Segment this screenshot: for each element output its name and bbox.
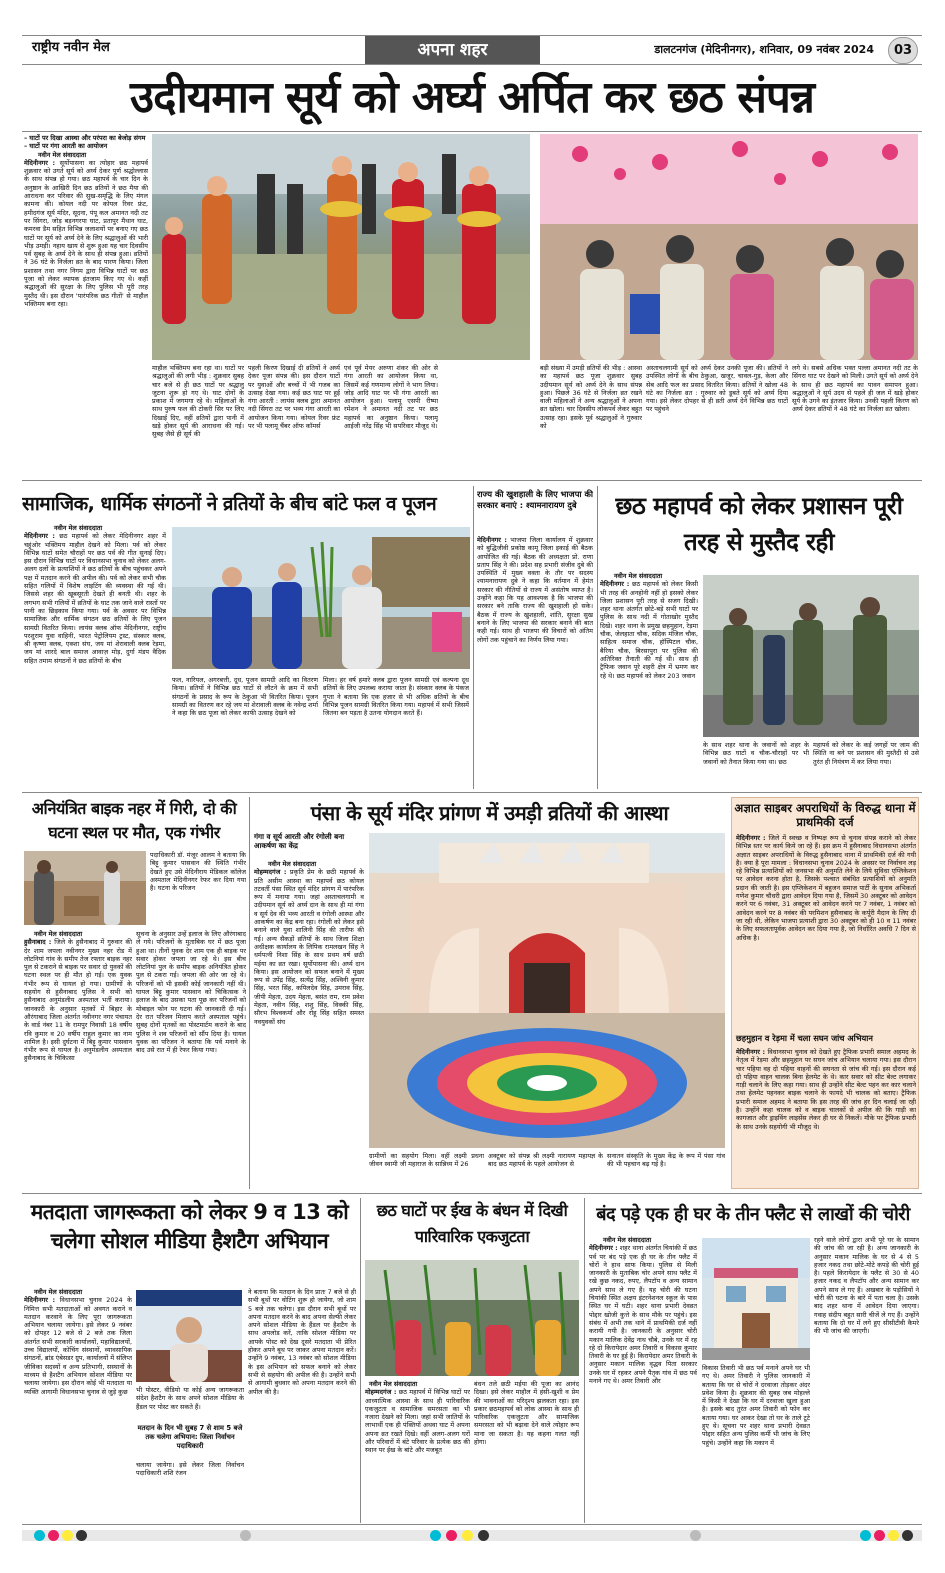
headline-voter-awareness: मतदाता जागरूकता को लेकर 9 व 13 को चलेगा सोशल मीडिया हैशटैग अभियान xyxy=(30,1200,349,1253)
body-text: छठ महापर्व को लेकर किसी भी तरह की अनहोनी नहीं हो इसको लेकर जिला प्रशासन पूरी तरह से सजग दिखी। शहर थाना अंतर्गत छोटे-बड़े सभी घाटों पर पुलिस के साथ नदी में गोताखोर मुस्तैद दिखे। शहर थाना के प्रमुख छहमुहान, रेड़मा चौक, जेलहाता चौक, सदिक मंजिल चौक, साहित्य समाज चौक, हॉस्पिटल चौक, बैरिया चौक, बिरसापुरा पर पुलिस की अतिरिक्त तैनाती की गई थी। साथ ही ट्रैफिक जवान पूरे शहरी क्षेत्र में भ्रमण कर रहे थे। छठ महापर्व को लेकर 203 जवान xyxy=(600,580,698,680)
registration-mark xyxy=(62,1530,73,1541)
photo-devotees-ghat xyxy=(152,134,530,360)
story9-col1 xyxy=(365,1380,470,1520)
body-text: अस्ताचलगामी सूर्य को अर्घ्य देकर उनकी पूजा की। व्रतियों ने उपस्थित लोगों के बीच ठेकुआ, खजूर, चावल-गुड़, केला और सेब आदि फल का प्रसाद वितरित किया। व्रतियों ने खोला 48 घंटे का निर्जला व्रत : गुरुवार को डूबते सूर्य को अर्घ्य दिया गया। इसे लेकर दोपहर से ही व्रती अर्घ्य देने विभिन्न छठ घाटों पर पहुंचने xyxy=(646,364,788,414)
story1-col1 xyxy=(24,134,148,469)
body-text: मिला। हर वर्ष हमारे क्लब द्वारा पूजन सामग्री एवं कल्पना दूध व्रतियों के लिए उपलब्ध कराया जाता है। संस्कार क्लब के पंकज गुप्ता ने बताया कि एक हजार से भी अधिक व्रतियों के बीच विभिन्न पूजन सामग्री वितरित किया गया। महापर्व में सभी जिसमें जितना बन पड़ता है उतना योगदान करते हैं। xyxy=(323,676,469,718)
story4-col1 xyxy=(600,572,698,787)
body-text: ग्रामीणों का सहयोग मिला। वहीं लक्ष्मी प्रधना जीवन स्वामी जी महाराज के सान्निध्य में 26 xyxy=(369,1152,484,1169)
divider xyxy=(473,486,474,789)
body-text: छठ महापर्व को लेकर मेदिनीनगर शहर में चहुंओर भक्तिमय माहौल देखने को मिला। पर्व को लेकर विभिन्न घाटों समेत चौराहों पर छठ पर्व की गीत सुनाई दिए। इस दौरान विभिन्न घाटों पर विधानसभा चुनाव को लेकर अलग-अलग दलों के प्रत्याशियों ने छठ व्रतियों के बीच पहुंचकर अपने पक्ष में मतदान करने की अपील की। पर्व को लेकर सभी चौक सहित गलियों में विशेष लाइटिंग की व्यवस्था की गई थी। जिससे शहर की खूबसूरती देखते ही बनती थी। शहर के लगभग सभी गलियों में व्रतियों के घाट तक जाने वाले रास्तों पर पानी का छिड़काव किया गया। पर्व के अवसर पर विभिन्न सामाजिक और धार्मिक संगठन छठ व्रतियों के लिए पूजन सामग्री वितरित किया। लायंस क्लब ऑफ मेदिनीनगर, राष्ट्रीय परशुराम युवा वाहिनी, भारत पेट्रोलियम ट्रस्ट, संस्कार क्लब, श्री कृष्णा क्लब, एक्शा संघ, जय मां शेरावाली क्लब रेड़मा, जय मां शारदे बाल समाज आवाज़ मोड़, दुर्गा मंडप वैदिक सहित तमाम संगठनों ने छठ व्रतियों के बीच xyxy=(24,532,166,665)
highlight: – घाटों पर गंगा आरती का आयोजन xyxy=(24,142,108,151)
byline: नवीन मेल संवाददाता xyxy=(38,150,87,159)
registration-mark xyxy=(240,1530,251,1541)
registration-mark xyxy=(76,1530,87,1541)
registration-mark xyxy=(902,1530,913,1541)
registration-mark xyxy=(888,1530,899,1541)
body-text: विकास तिवारी भी छठ पर्व मनाने अपने घर भी गए थे। अमर तिवारी ने पुलिस जानकारी में बताया कि घर से चोरों ने दरवाजा तोड़कर अंदर प्रवेश किया है। शुक्रवार की सुबह जब मोहल्ले में किसी ने देखा कि घर में दरवाजा खुला हुआ है। इसके बाद तुरंत अमर तिवारी को फोन कर बताया गया। घर आकर देखा तो घर के ताले टूटे हुए थे। सूचना पर शहर थाना प्रभारी देवव्रत पोद्दार सहित अन्य पुलिस कर्मी भी जांच के लिए पहुंचे। उन्होंने कहा कि मकान में xyxy=(702,1364,810,1447)
dateline-place: मोहम्मदगंज : xyxy=(365,1388,397,1397)
registration-mark xyxy=(430,1530,441,1541)
story8-col3 xyxy=(248,1288,356,1520)
highlight: – घाटों पर दिखा आस्था और परंपरा का बेजोड़ संगम xyxy=(24,134,146,142)
photo-house xyxy=(702,1238,810,1360)
registration-mark xyxy=(446,1530,457,1541)
story10-col3 xyxy=(814,1236,919,1520)
headline-pansa-temple: पंसा के सूर्य मंदिर प्रांगण में उमड़ी व्रतियों की आस्था xyxy=(310,801,669,825)
body-text: विधानसभा चुनाव 2024 के निमित्त सभी मतदाताओं को अवगत कराने व मतदान करवाने के लिए पूरा जागरूकता अभियान चलाया जायेगा। इसे लेकर 9 नवंबर को दोपहर 12 बजे से 2 बजे तक जिला अंतर्गत सभी सरकारी कार्यालयों, महाविद्यालयों, उच्च विद्यालयों, कोचिंग संस्थानों, व्यावसायिक संगठनों, ब्रांड एंबेसडर ग्रुप, कार्यालयों में संलिप्त जीविका सदस्यों व अन्य प्रतिभागी, सस्थानों के माध्यम से हैशटैग अभियान सोशल मीडिया पर चलाया जायेगा। इस दौरान कोई भी मतदाता या व्यक्ति आगामी विधानसभा चुनाव से जुड़े कुछ xyxy=(24,1296,132,1396)
subheadline: गंगा व सूर्य आरती और रंगोली बना आकर्षण का केंद्र xyxy=(254,832,345,850)
photo-police xyxy=(703,575,919,737)
story1-col6 xyxy=(646,364,788,469)
byline: नवीन मेल संवाददाता xyxy=(54,524,103,532)
divider xyxy=(584,1198,585,1523)
page-number: 03 xyxy=(888,37,918,64)
byline: नवीन मेल संवाददाता xyxy=(614,572,663,580)
dateline-place: मेदिनीनगर : xyxy=(736,1048,766,1056)
dateline-place: मेदिनीनगर : xyxy=(589,1244,618,1253)
registration-mark xyxy=(462,1530,473,1541)
registration-mark xyxy=(860,1530,871,1541)
divider xyxy=(22,1193,922,1194)
story5-col1 xyxy=(24,930,132,1187)
headline-family-unity: छठ घाटों पर ईख के बंधन में दिखी पारिवारिक एकजुटता xyxy=(376,1201,568,1246)
body-text: छठ महापर्व में विभिन्न घाटों पर आध्यात्मिक आस्था के साथ ही पारिवारिक एकजुटता व सामाजिक समरसता का भी नजारा देखने को मिला। जहां सभी जातियों के लाभार्थी एक ही पंक्तियों अथवा घाट में अपना अपना व्रत रखते दिखे। वहीं अलग-अलग घरों और परिवारों में बंटे परिवार के प्रत्येक छठ की स्थान पर ईख के बांटे और मजबूत xyxy=(365,1388,470,1455)
body-text: भी पोस्टर, वीडियो या कोई अन्य जागरूकता संदेश हैशटैग के साथ अपने सोशल मीडिया के हैंडल पर पोस्ट कर सकते हैं। xyxy=(136,1386,244,1411)
story6-col2 xyxy=(369,1152,484,1187)
body-text: लगे थे। सबसे अधिक भक्त पल्ला अमानत नदी तट के सिंगरा घाट पर देखने को मिली। उगते सूर्य को अर्घ्य देने के साथ ही छठ महापर्व का पावन समापन हुआ। श्रद्धालुओं ने सूर्य उदय से पहले ही जल में खड़े होकर सूर्य के उगने का इंतजार किया। उनकी पहली किरण को अर्घ्य देकर व्रतियों ने 48 घंटे का निर्जला व्रत खोला। xyxy=(792,364,918,414)
body-text: प्रकृति प्रेम के छठी महापर्व के प्रति असीम आस्था का महापर्व छठ कोयल तटवर्ती पंसा स्थित सूर्य मंदिर प्रांगण में पारंपरिक रूप में मनाया गया। जहां अस्ताचलगामी व उदीयमान सूर्य को अर्घ्य दान के साथ ही मां गंगा व सूर्य देव की भव्य आरती व रंगोली आस्था और आकर्षण का केंद्र बना रहा। रंगोली को लेकर इसे बनाने वाले युवा शालिनी सिंह की तारीफ की गई। अन्य सैकड़ों व्रतियों के साथ जिला शिक्षा अधीक्षक कार्यालय के लिपिक रामलखन सिंह ने धर्मपत्नी निशा सिंह के साथ प्रथम वर्ष छठी मईया का व्रत रखा। सूर्योपासना की। अर्घ्य दान किया। इस आयोजन को सफल बनाने में मुख्य रूप से उपेंद्र सिंह, सत्येंद्र सिंह, अश्विनी कुमार सिंह, भरत सिंह, कपिलदेव सिंह, उमराव सिंह, जीपी मेहता, उदय मेहता, बसंत राम, राम प्रवेश मेहता, नवीन सिंह, शशु सिंह, विक्की सिंह, सौरभ विश्वकर्मा और रोहू सिंह सहित समस्त नवयुवकों संघ xyxy=(254,868,364,1026)
headline-bjp: राज्य की खुशहाली के लिए भाजपा की सरकार बनाएं : श्यामनारायण दुबे xyxy=(477,489,593,510)
photo-commissioner xyxy=(136,1290,242,1382)
body-text: जिले में स्वच्छ व निष्पक्ष रूप से चुनाव संपन्न कराने को लेकर विभिन्न स्तर पर कार्य किये जा रहे हैं। इस क्रम में हुसैनाबाद विधानसभा अंतर्गत अज्ञात साइबर अपराधियों के विरुद्ध हुसैनाबाद थाना में प्राथमिकी दर्ज की गयी है। क्या है पूरा मामला : विधानसभा चुनाव 2024 के अवसर पर निर्वाचन लड़ रहे विभिन्न प्रत्याशियों को जनसभा की अनुमति लेने के लिये सुविधा एप्लिकेशन पर आवेदन करना होता है, जिसके पश्चात संबंधित प्रत्याशियों को अनुमति प्रदान की जाती है। इस एप्लिकेशन में बहुजन समाज पार्टी के सुनाव अभिकर्ता गणेश कुमार चौधरी द्वारा आवेदन दिया गया है, जिसमें 30 अक्टूबर को आवेदन करने पर 6 नवंबर, 31 अक्टूबर को आवेदन करने पर 7 नवंबर, 1 नवंबर को आवेदन करने पर 8 नवंबर की परमिशन हुसैनाबाद के कर्पूरी मैदान के लिए दी जा रही थी, लेकिन भाजपा प्रत्याशी द्वारा 30 अक्टूबर को ही 10 व 11 नवंबर के लिए सफलतापूर्वक आवेदन कर दिया गया है, जो निर्धारित अवधि 7 दिन से अधिक है। xyxy=(736,834,916,942)
body-text: शहर थाना अंतर्गत चियांकी में छठ पर्व पर बंद पड़े एक ही घर के तीन फ्लैट में चोरों ने हाथ साफ किया। पुलिस से मिली जानकारी के मुताबिक चोर अपने साथ फ्लैट में रखे कुछ नकद, रुपए, लैपटॉप व अन्य सामान अपने साथ ले गए हैं। यह चोरी की घटना चियांकी स्थित अक्षय इंटरनेशनल स्कूल के पास स्थित घर में घटी। शहर थाना प्रभारी देवव्रत पोद्दार खोजी कुत्ते के साथ मौके पर पहुंचे। इस संबंध में अभी तक थाने में प्राथमिकी दर्ज नहीं करायी गयी है। जानकारी के अनुसार चोरी मकान मालिक देवेंद्र नाथ चौबे, उनके घर में रह रहे दो किरायेदार अमर तिवारी व विकास कुमार तिवारी के घर हुई है। किरायेदार अमर तिवारी के अनुसार मकान मालिक वृद्धव पिता सरकार उनके घर में रहकर अपने पैतृक गांव में छठ पर्व मनाने गए थे। अमर तिवारी और xyxy=(589,1244,697,1386)
story1-col2 xyxy=(152,364,244,469)
story1-col5 xyxy=(540,364,642,469)
story1-col7 xyxy=(792,364,918,469)
story2-col2 xyxy=(172,676,318,787)
registration-mark xyxy=(34,1530,45,1541)
headline-theft: बंद पड़े एक ही घर के तीन फ्लैट से लाखों की चोरी xyxy=(596,1204,910,1225)
body-text: अक्टूबर को संपन्न श्री लक्ष्मी नारायण महायज्ञ के बाद छठ महापर्व के पहले आयोजन से xyxy=(488,1152,603,1169)
story2-col1 xyxy=(24,524,166,787)
dateline-place: मेदिनीनगर : xyxy=(736,834,766,842)
registration-mark xyxy=(48,1530,59,1541)
story1-col3 xyxy=(248,364,340,469)
story8-col2 xyxy=(136,1386,244,1422)
dateline-place: हुसैनाबाद : xyxy=(24,938,52,947)
box-body-2 xyxy=(736,1048,916,1186)
divider xyxy=(22,792,922,793)
registration-mark xyxy=(874,1530,885,1541)
dateline-place: मेदिनीनगर : xyxy=(24,532,55,541)
divider xyxy=(249,797,250,1189)
story8-col2b xyxy=(136,1461,244,1520)
body-text: बंधन तले छठी मईया की पूजा का आनंद दिखा। इसे लेकर माहौल में हंसी-खुशी व प्रेम की भावनाओं का परिदृश्य झलकता रहा। इस प्रकार छठमहापर्व को लोक आस्था के साथ ही पारिवारिक एकजुटता और सामाजिक समरसता को भी बढ़ावा देने वाले त्योहार रूप माना जा सकता है। यह कहना गलत नहीं होगा। xyxy=(474,1380,579,1447)
body-text: के साथ शहर थाना के जवानों को शहर के विभिन्न छठ घाटों व चौक-चौराहों पर भी जवानों को तैनात किया गया था। छठ xyxy=(703,741,809,766)
body-text: एवं पूर्व मेयर अरुणा शंकर की ओर से गंगा आरती का आयोजन किया था, जिसमें कई गणमान्य लोगों ने भाग लिया। जोड़ आदि घाट पर भी गंगा आरती का आयोजन हुआ। पलामू एसपी रीष्मा रमेशन ने अमानत नदी तट पर छठ महापर्व का अनुष्ठान किया। पलामू आईजी नरेंद्र सिंह भी सपरिवार मौजूद थे। xyxy=(344,364,438,431)
body-text: जिले के हुसैनाबाद में गुरुवार की देर शाम जपला नवीनगर मुख्य नहर रोड में लोटनियां गांव के समीप तेज रफ्तार बाइक नहर पुल से टकराने से बाइक पर सवार दो युवकों की घटना स्थल पर ही मौत हो गई। एक युवक गंभीर रूप से घायल हो गया। ग्रामीणों के सहयोग से हुसैनाबाद पुलिस ने सभी को हुसैनाबाद अनुमंडलीय अस्पताल भर्ती कराया। जानकारी के अनुसार मृतकों में बिहार के औरंगाबाद जिला अंतर्गत नवीनगर नगर पंचायत के वार्ड नंबर 11 के रामपुर निवासी 18 वर्षीय रवि कुमार व 20 वर्षीय राहुल कुमार का नाम शामिल है। इसी दुर्घटना में बिट्टू कुमार पासवान गंभीर रूप से घायल है। अनुमंडलीय अस्पताल हुसैनाबाद के चिकित्सा xyxy=(24,938,132,1063)
byline: नवीन मेल संवाददाता xyxy=(268,860,317,868)
byline: नवीन मेल संवाददाता xyxy=(34,930,83,938)
story4-col3 xyxy=(813,741,919,787)
photo-gathering xyxy=(540,134,918,360)
box-headline: अज्ञात साइबर अपराधियों के विरुद्ध थाना में प्राथमिकी दर्ज xyxy=(734,801,916,829)
registration-mark xyxy=(478,1530,489,1541)
dateline: डालटनगंज (मेदिनीनगर), शनिवार, 09 नवंबर 2024 xyxy=(654,43,874,56)
registration-mark xyxy=(690,1530,701,1541)
body-text: रहने वाले लोगों द्वारा अभी पूरे घर के सामान की जांच की जा रही है। अन्य जानकारी के अनुसार मकान मालिक के घर से 4 से 5 हजार नकद तथा छोटे-मोटे कपड़े की चोरी हुई है। पहले किरायेदार के फ्लैट से 30 से 40 हजार नकद व लैपटॉप और अन्य सामान कर अपने साथ ले गए हैं। अखबार के पड़ोसियों ने चोरी की घटना के बारे में पता चला है। उसके बाद शहर थाना में आवेदन दिया जाएगा। गवाह संदीप बहुत सारी चीजें ले गए हैं। उन्होंने बताया कि दो घर में लगे हुए सीसीटीवी कैमरे की भी जांच की जाएगी। xyxy=(814,1236,919,1336)
photo-distribution xyxy=(172,527,470,669)
story6-col3 xyxy=(488,1152,603,1187)
body-text: भाजपा जिला कार्यालय में शुक्रवार को बुद्धिजीवी प्रकोष्ठ कामू जिला इकाई की बैठक आयोजित की गई। बैठक की अध्यक्षता प्रो. राणा प्रताप सिंह ने की। प्रदेश सह प्रभारी संजीव दुबे की उपस्थिति में मुख्य वक्ता के तौर पर सदस्य श्यामनारायण दुबे ने कहा कि वर्तमान में हेमंत सरकार की नीतियों से राज्य में असंतोष व्याप्त है। उन्होंने कहा कि यह आवश्यक है कि भाजपा की सरकार बने ताकि राज्य की खुशहाली हो सके। बैठक में राज्य के खुशहाली, शांति, सुरक्षा सुख बनाने के लिए भाजपा की सरकार बनाने की बात कही गई। साथ ही भाजपा की विचारों को अंतिम लोगों तक पहुंचाने का निर्णय लिया गया। xyxy=(477,536,593,644)
story10-col2 xyxy=(702,1364,810,1520)
box-subheadline: छहमुहान व रेड़मा में चला सघन जांच अभियान xyxy=(736,1033,873,1043)
body-text: पदाधिकारी डॉ. मंजूर आलम ने बताया कि बिट्टू कुमार पासवान की स्थिति गंभीर देखते हुए उसे मेदिनीराय मेडिकल कॉलेज अस्पताल मेदिनीनगर रेफर कर दिया गया है। घटना के परिजन xyxy=(150,851,246,893)
masthead: राष्ट्रीय नवीन मेल xyxy=(32,40,110,55)
cyber-crime-box xyxy=(731,797,919,1189)
body-text: सनातन संस्कृति के मुख्य केंद्र के रूप में पंसा गांव की भी पहचान बढ़ गई है। xyxy=(607,1152,725,1169)
dateline-place: मेदिनीनगर : xyxy=(477,536,507,544)
dateline-place: मोहम्मदगंज : xyxy=(254,868,287,877)
headline-chhath: उदीयमान सूर्य को अर्घ्य अर्पित कर छठ संपन्न xyxy=(129,72,815,123)
story10-col1 xyxy=(589,1236,697,1520)
divider xyxy=(22,131,922,132)
dateline-place: मेदिनीनगर : xyxy=(24,158,56,167)
story1-col4 xyxy=(344,364,438,469)
headline-admin-alert: छठ महापर्व को लेकर प्रशासन पूरी तरह से मुस्तैद रही xyxy=(615,492,903,556)
photo-accident xyxy=(24,851,146,925)
story5-col2 xyxy=(136,930,246,1187)
photo-sugarcane-ghat xyxy=(365,1260,579,1376)
story9-col2 xyxy=(474,1380,579,1520)
story6-col4 xyxy=(607,1152,725,1187)
story5-col1a xyxy=(150,851,246,927)
body-text: ने बताया कि मतदान के दिन प्रातः 7 बजे से ही सभी बूथों पर वोटिंग शुरू हो जायेगा, जो शाम 5 बजे तक चलेगा। इस दौरान सभी बूथों पर अपना मतदान करने के बाद अपना सेल्फी लेकर अपने सोशल मीडिया के हैंडल पर हैशटैग के साथ अपलोड करें, ताकि सोशल मीडिया पर आपके पोस्ट को देख दूसरे मतदाता भी प्रेरित होकर अपने बूथ पर जाकर अपना मतदान करें। उन्होंने 9 नवंबर, 13 नवंबर को सोशल मीडिया के इस अभियान को सफल बनाने को लेकर सभी से सहयोग की अपील की है। उन्होंने सभी से आगामी बुधवार को अपना मतदान करने की अपील की है। xyxy=(248,1288,356,1396)
photo-temple-rangoli xyxy=(369,833,725,1148)
dateline-place: मेदिनीनगर : xyxy=(600,580,630,589)
headline-bike-accident: अनियंत्रित बाइक नहर में गिरी, दो की घटना स्थल पर मौत, एक गंभीर xyxy=(31,799,237,842)
body-text: सूर्योपासना का त्योहार छठ महापर्व शुक्रवार को उगते सूर्य को अर्घ्य देकर पूर्ण श्रद्धोल्लास के साथ संपन्न हो गया। छठ महापर्व के चार दिन के अनुष्ठान के आखिरी दिन छठ व्रतियों ने छठ मैया की आराधना कर परिवार की सुख-समृद्धि के लिए मंगल कामना की। कोयल नदी पर कोयल रिवर फ्रंट, हमीदगंज सूर्य मंदिर, सूदना, पंपू कल अमानत नदी तट पर सिंगरा, जोड़ बड़नगरपा घाट, प्रतापुर मैथान घाट, कमरवा डैम सहित विभिन्न जलाशयों पर बनाए गए छठ घाटों पर सूर्य को अर्घ्य देने के लिए श्रद्धालुओं की भारी भीड़ उमड़ी। नहाय खाय से शुरू हुआ यह चार दिवसीय पर्व सुबह के अर्घ्य देने के साथ ही संपन्न हुआ। व्रतियों ने 36 घंटे के निर्जला व्रत के बाद पारण किया। जिला प्रशासन तथा नगर निगम द्वारा विभिन्न घाटों पर छठ पूजा को लेकर व्यापक इंतजाम किए गए थे। कहीं श्रद्धालुओं की सुरक्षा के लिए पुलिस भी पूरी तरह मुस्तैद थी। इस दौरान 'पारंपरिक छठ गीतों' से माहौल भक्तिमय बना रहा। xyxy=(24,158,148,308)
headline-social-orgs: सामाजिक, धार्मिक संगठनों ने व्रतियों के बीच बांटे फल व पूजन xyxy=(22,493,437,515)
box-body xyxy=(736,834,916,1031)
body-text: माहौल भक्तिमय बना रहा था। घाटों पर श्रद्धालुओं की लगी भीड़ : शुक्रवार सुबह चार बजे से ही छठ घाटों पर श्रद्धालु जुटना शुरू हो गए थे। घाट दोनों के प्रकाश में जगमगा रहे थे। महिलाओं के साथ पुरुष फल की टोकरी सिर पर लिए दिखाई दिए, वहीं व्रतियों द्वारा पानी में खड़े होकर सूर्य की आराधना की गई। सुबह जैसे ही सूर्य की xyxy=(152,364,244,439)
divider xyxy=(22,480,922,481)
page-header xyxy=(22,35,922,65)
section-tag: अपना शहर xyxy=(365,36,540,65)
body-text: विधानसभा चुनाव को देखते हुए ट्रैफिक प्रभारी समाल अहमद के नेतृत्व में रेड़मा और छहमुहान पर सघन जांच अभियान चलाया गया। इस दौरान चार पहिया वह दो पहिया वाहनों की सघनता से जांच की गई। इस दौरान कई दो पहिया वाहन चालक बिना हेलमेट के थे। कार सवार को सीट बेल्ट लगाकर गाड़ी चलाने के लिए कहा गया। साथ ही उन्होंने सीट बेल्ट पहन कर कार चलाने तथा हेलमेट पहनकर बाइक चलाने के फायदे भी चालक को बताए। ट्रैफिक प्रभारी समाल अहमद ने बताया कि इस तरह की जांच हर दिन चलाई जा रही है। उन्होंने कहा चालक को व बाइक चालकों से अपील की कि गाड़ी का कागजात और ड्राइविंग लाइसेंस लेकर ही घर से निकलें। मौके पर ट्रैफिक प्रभारी के साथ उनके सहयोगी भी मौजूद थे। xyxy=(736,1048,916,1131)
dateline-place: मेदिनीनगर : xyxy=(24,1296,56,1305)
story6-col1 xyxy=(254,860,364,1187)
body-text: सूचना के अनुसार उन्हें इलाज के लिए औरंगाबाद ले गये। परिजनों के मुताबिक घर में छठ पूजा हुआ था। तीनों युवक देर शाम एक ही बाइक पर सवार होकर जपला जा रहे थे। इस बीच लोटनियां पुल के समीप बाइक अनियंत्रित होकर पुल से टकरा गई। जपला की ओर जा रहे थे। परिजनों को भी इसकी कोई जानकारी नहीं थी। घायल बिट्टू कुमार पासवान को चिकित्सक ने इलाज के बाद उसका पता पूछ कर परिजनों को मोबाइल फोन पर घटना की जानकारी दी गई। देर रात परिजन मिलाप करते अस्पताल पहुंचे। सुबह दोनों मृतकों का पोस्टमार्टम कराने के बाद पुलिस ने शव परिजनों को सौंप दिया है। घायल युवक का परिजन ने बताया कि पर्व मनाने के बाद उसे रात में ही रेफर किया गया। xyxy=(136,930,246,1055)
story4-col2 xyxy=(703,741,809,787)
divider xyxy=(360,1198,361,1523)
body-text: महापर्व को लेकर के कई जगहों पर जाम की स्थिति ना बने पर प्रशासन की मुस्तैदी से उसे तुरंत ही नियंत्रण में कर लिया गया। xyxy=(813,741,919,766)
body-text: पहली किरण दिखाई दी व्रतियों ने अर्घ्य देकर पूजा संपन्न की। इस दौरान घाटों पर युवाओं और बच्चों में भी गजब का उत्साह देखा गया। कई छठ घाट पर हुई गंगा आरती : लायंस क्लब द्वारा अमानत नदी सिंगरा तट पर भव्य गंगा आरती का आयोजन किया गया। कोयल रिवर फ्रंट पर भी पलामू चैंबर ऑफ कॉमर्स xyxy=(248,364,340,431)
body-text: बड़ी संख्या में उमड़ी व्रतियों की भीड़ : आस्था का महापर्व छठ पूजा शुक्रवार सुबह उदीयमान सूर्य को अर्घ्य देने के साथ संपन्न हुआ। पिछले 36 घंटे से निर्जला व्रत रखने वाली महिलाओं ने अन्य श्रद्धालुओं ने अपना व्रत खोला। चार दिवसीय लोकपर्व लेकर बहुत उत्साह रहा। इसके पूर्व श्रद्धालुओं ने गुरुवार को xyxy=(540,364,642,431)
story8-col1 xyxy=(24,1288,132,1520)
byline: नवीन मेल संवाददाता xyxy=(34,1288,83,1296)
story3-body xyxy=(477,536,593,787)
body-text: चलाया जायेगा। इसे लेकर जिला निर्वाचन पदाधिकारी शशि रंजन xyxy=(136,1461,244,1478)
byline: नवीन मेल संवाददाता xyxy=(603,1236,652,1244)
subheadline: मतदान के दिन भी सुबह 7 से शाम 5 बजे तक चलेगा अभियान: जिला निर्वाचन पदाधिकारी xyxy=(137,1424,243,1450)
body-text: फल, नारियल, अगरबत्ती, दूध, पूजन सामग्री आदि का वितरण किया। व्रतियों ने विभिन्न छठ घाटों से लौटने के क्रम में सभी संगठनों के प्रसाद के रूप के ठेकुआ भी वितरित किया। पूजन सामग्री का वितरण कर रहे जय मां शेरावाली क्लब के नवेन्द्र शर्मा ने कहा कि छठ पूजा को लेकर काफी उत्साह देखने को xyxy=(172,676,318,718)
byline: नवीन मेल संवाददाता xyxy=(369,1380,418,1388)
story2-col3 xyxy=(323,676,469,787)
divider xyxy=(22,1524,922,1525)
divider xyxy=(597,486,598,789)
